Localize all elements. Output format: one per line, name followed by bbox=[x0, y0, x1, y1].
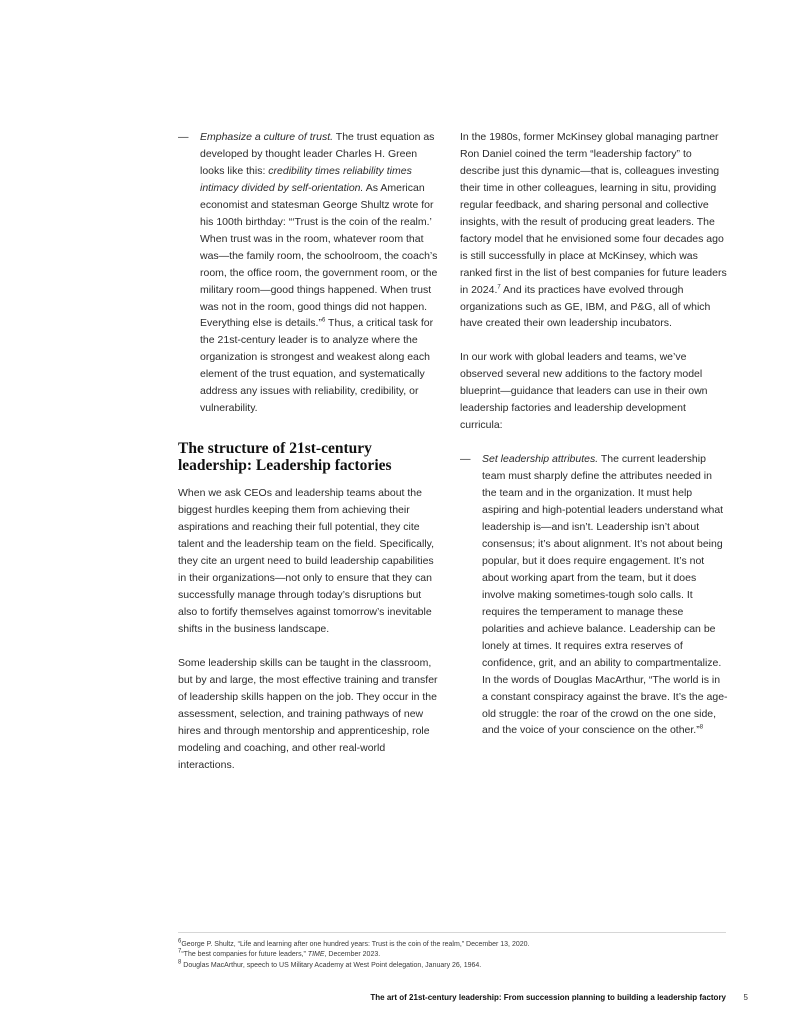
footnote-7: $^7$“The best companies for future leaders,” TIME, December 2023. bbox=[178, 949, 381, 959]
trust-equation-text: Emphasize a culture of trust. The trust equation as developed by thought leader Charles H. Green looks like this: credibility times reliability times intimacy divided by self-orientation. As American economist and statesman George Shultz wrote for his 100th birthday: “‘Trust is the coin of the realm.’ When trust was in the room, whatever room that was—the family room, the schoolroom, the coach’s room, the office room, the government room, or the military room—good things happened. When trust was not in the room, good things did not happen. Everything else is details.”$^6$ Thus, a critical task for the 21st-century leader is to analyze where the organization is strongest and weakest along each element of the trust equation, and systematically address any issues with reliability, credibility, or vulnerability. bbox=[200, 131, 438, 415]
footnote-6: $^6$George P. Shultz, “Life and learning after one hundred years: Trust is the coin of the realm,” December 13, 2020. bbox=[178, 938, 530, 948]
footnotes bbox=[178, 940, 738, 971]
leadership-attributes-text: Set leadership attributes. The current leadership team must sharply define the attributes needed in the team and in the organization. It must help aspiring and high-potential leaders understand what leadership is—and isn’t. Leadership isn’t about consensus; it’s about alignment. It’s not about being popular, but it does require engagement. It’s not about working apart from the team, but it does involve making sometimes-tough solo calls. It requires the temperament to manage these polarities and achieve balance. Leadership can be lonely at times. It requires extra reserves of confidence, grit, and an ability to compartmentalize. In the words of Douglas MacArthur, “The world is in a constant conspiracy against the brave. It’s the age-old struggle: the roar of the crowd on the one side, and the voice of your conscience on the other.”$^8$ bbox=[482, 453, 728, 737]
left-column bbox=[178, 129, 440, 773]
body-paragraph: In the 1980s, former McKinsey global managing partner Ron Daniel coined the term “leadership factory” to describe just this dynamic—that is, colleagues investing their time in other colleagues, learning in situ, providing regular feedback, and sharing personal and collective insights, with the result of producing great leaders. The factory model that he envisioned some four decades ago is still successfully in place at McKinsey, which was ranked first in the list of best companies for future leaders in 2024.$^7$ And its practices have evolved through organizations such as GE, IBM, and P&G, all of which have created their own leadership incubators. bbox=[460, 131, 727, 330]
page-number: 5 bbox=[743, 993, 748, 1002]
right-column bbox=[460, 129, 728, 739]
trust-equation-formula: credibility times reliability times intimacy divided by self-orientation. bbox=[200, 164, 412, 194]
footnote-ref-8: 8 bbox=[699, 724, 704, 731]
footnote-8: $^8$ Douglas MacArthur, speech to US Military Academy at West Point delegation, January 26, 1964. bbox=[178, 959, 482, 969]
running-footer-title: The art of 21st-century leadership: From succession planning to building a leadership factory bbox=[370, 993, 726, 1002]
body-paragraph: In our work with global leaders and teams, we’ve observed several new additions to the factory model blueprint—guidance that leaders can use in their own leadership factories and leadership development curricula: bbox=[460, 351, 708, 432]
trust-lead-italic: Emphasize a culture of trust. bbox=[200, 131, 334, 143]
bullet-dash: — bbox=[178, 131, 189, 143]
trust-equation-item bbox=[178, 129, 440, 417]
attributes-lead-italic: Set leadership attributes. bbox=[482, 453, 599, 466]
leadership-attributes-item bbox=[460, 451, 728, 739]
footnote-divider bbox=[178, 932, 726, 933]
footnote-ref-6: 6 bbox=[321, 317, 326, 324]
body-paragraph: When we ask CEOs and leadership teams about the biggest hurdles keeping them from achieving their aspirations and reaching their full potential, they cite talent and the leadership team on the field. Specifically, they cite an urgent need to build leadership capabilities in their organizations—not only to ensure that they can successfully manage through today’s disruptions but also to fortify themselves against tomorrow’s inevitable shifts in the business landscape. bbox=[178, 487, 435, 635]
bullet-dash: — bbox=[460, 453, 471, 466]
footnote-ref-7: 7 bbox=[497, 284, 501, 291]
body-paragraph: Some leadership skills can be taught in the classroom, but by and large, the most effective training and transfer of leadership skills happen on the job. They occur in the assessment, selection, and training pathways of new hires and through mentorship and apprenticeship, role modeling and coaching, and other real-world interactions. bbox=[178, 656, 438, 771]
section-heading: The structure of 21st-century leadership: Leadership factories bbox=[178, 440, 392, 475]
